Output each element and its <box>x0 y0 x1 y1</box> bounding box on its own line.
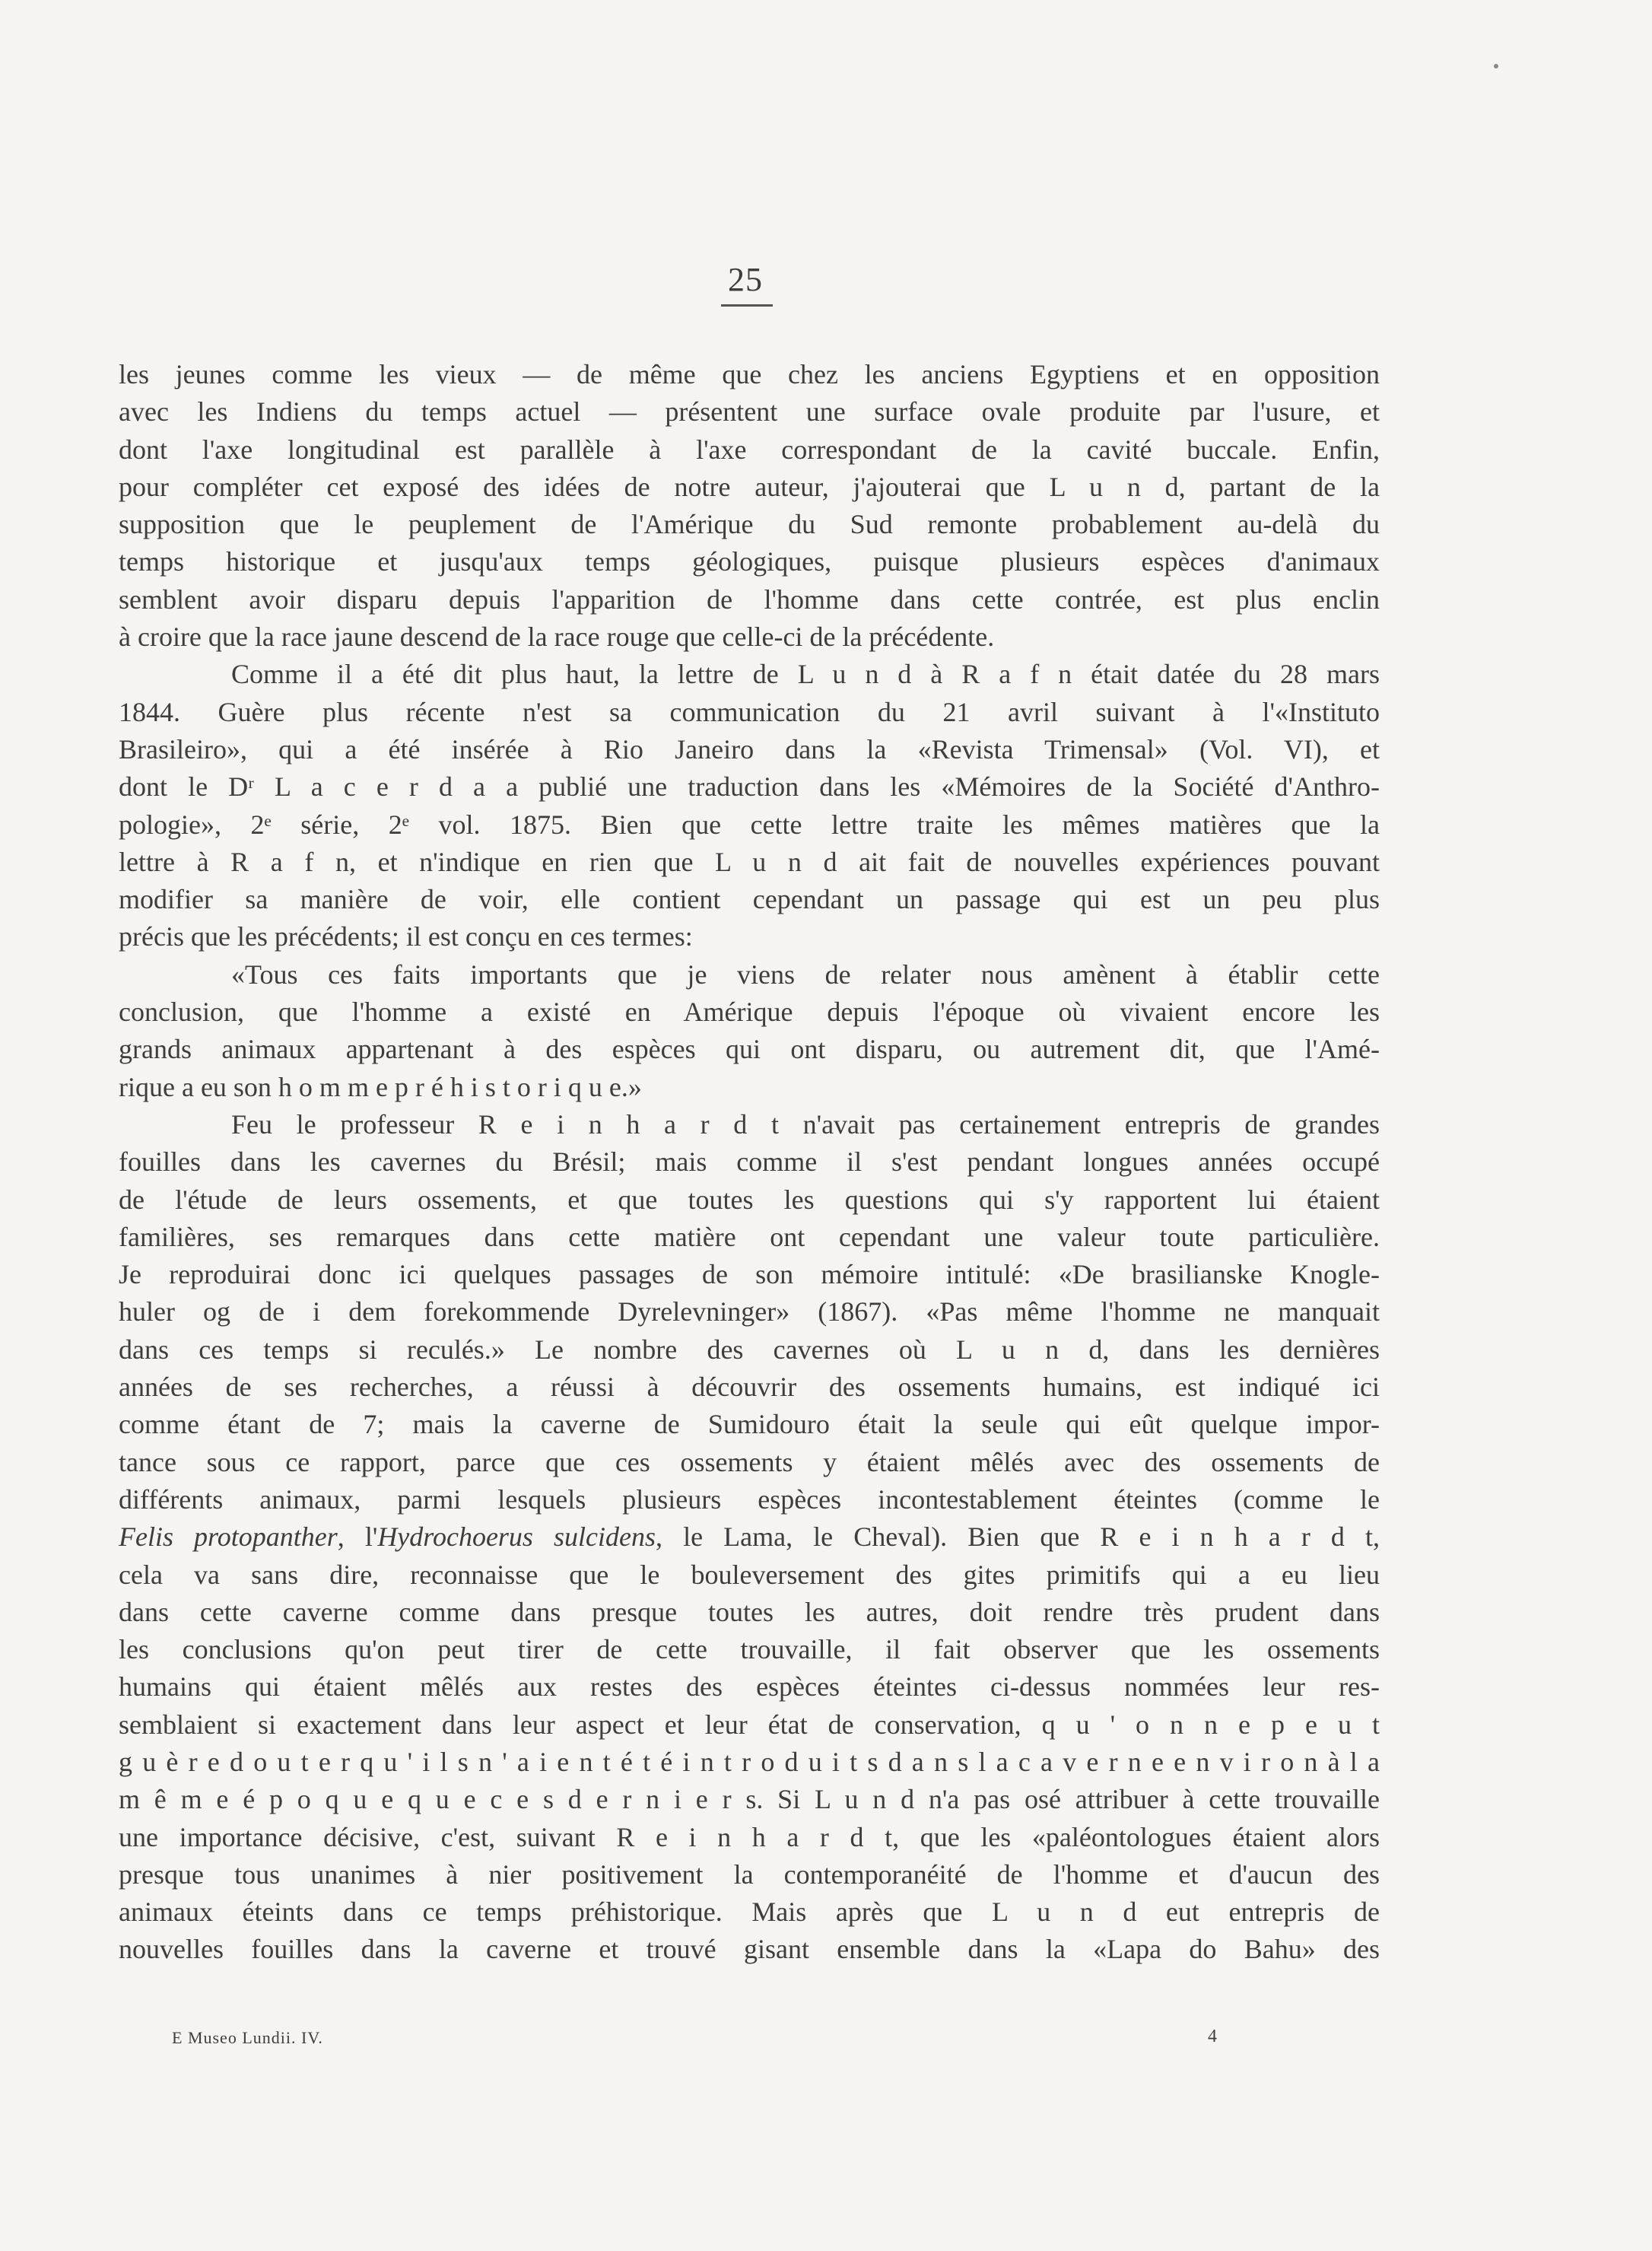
page-number: 25 <box>728 261 763 298</box>
text-line: familières, ses remarques dans cette matière ont cependant une valeur toute particulière. <box>119 1221 1380 1252</box>
text-line: pour compléter cet exposé des idées de notre auteur, j'ajouterai que L u n d, partant de la <box>119 471 1380 502</box>
text-line: Felis protopanther, l'Hydrochoerus sulcidens, le Lama, le Cheval). Bien que R e i n h a r d t, <box>119 1521 1380 1553</box>
text-line: humains qui étaient mêlés aux restes des espèces éteintes ci-dessus nommées leur res- <box>119 1671 1380 1703</box>
text-line: à croire que la race jaune descend de la race rouge que celle-ci de la précédente. <box>119 622 995 653</box>
text-line: comme étant de 7; mais la caverne de Sumidouro était la seule qui eût quelque impor- <box>119 1409 1380 1440</box>
text-line: dans ces temps si reculés.» Le nombre des cavernes où L u n d, dans les dernières <box>119 1334 1380 1365</box>
footer-sheet-mark: 4 <box>1208 2027 1217 2046</box>
text-line: dont l'axe longitudinal est parallèle à l'axe correspondant de la cavité buccale. Enfin, <box>119 434 1380 465</box>
text-line: huler og de i dem forekommende Dyrelevninger» (1867). «Pas même l'homme ne manquait <box>119 1296 1380 1327</box>
text-line: g u è r e d o u t e r q u ' i l s n ' a i e n t é t é i n t r o d u i t s d a n s l a c a v e r n e e n v i r o n à l a <box>119 1746 1380 1777</box>
text-line: différents animaux, parmi lesquels plusieurs espèces incontestablement éteintes (comme le <box>119 1483 1380 1515</box>
species-name: Hydrochoerus sulcidens <box>377 1521 656 1553</box>
text-line: presque tous unanimes à nier positivement la contemporanéité de l'homme et d'aucun des <box>119 1858 1380 1890</box>
text-line: années de ses recherches, a réussi à découvrir des ossements humains, est indiqué ici <box>119 1372 1380 1403</box>
text-line: m ê m e é p o q u e q u e c e s d e r n i e r s. Si L u n d n'a pas osé attribuer à cette trouvaille <box>119 1784 1380 1815</box>
text-line: de l'étude de leurs ossements, et que toutes les questions qui s'y rapportent lui étaient <box>119 1184 1380 1215</box>
ink-speck <box>1494 64 1498 68</box>
text-line: modifier sa manière de voir, elle contient cependant un passage qui est un peu plus <box>119 884 1380 915</box>
text-line: animaux éteints dans ce temps préhistorique. Mais après que L u n d eut entrepris de <box>119 1896 1380 1928</box>
text-line: nouvelles fouilles dans la caverne et trouvé gisant ensemble dans la «Lapa do Bahu» des <box>119 1934 1380 1965</box>
text-line: Comme il a été dit plus haut, la lettre de L u n d à R a f n était datée du 28 mars <box>231 659 1380 690</box>
text-line: temps historique et jusqu'aux temps géologiques, puisque plusieurs espèces d'animaux <box>119 546 1380 577</box>
text-line: semblaient si exactement dans leur aspect et leur état de conservation, q u ' o n n e p e u t <box>119 1709 1380 1740</box>
text-line: dont le Dʳ L a c e r d a a publié une traduction dans les «Mémoires de la Société d'Anthro- <box>119 771 1380 803</box>
text-line: Feu le professeur R e i n h a r d t n'avait pas certainement entrepris de grandes <box>231 1108 1380 1140</box>
body-text <box>119 356 1380 1969</box>
text-line: semblent avoir disparu depuis l'apparition de l'homme dans cette contrée, est plus enclin <box>119 583 1380 615</box>
text-line: 1844. Guère plus récente n'est sa communication du 21 avril suivant à l'«Instituto <box>119 696 1380 727</box>
text-line: les conclusions qu'on peut tirer de cette trouvaille, il fait observer que les ossements <box>119 1634 1380 1665</box>
text-line: tance sous ce rapport, parce que ces ossements y étaient mêlés avec des ossements de <box>119 1446 1380 1477</box>
text-line: cela va sans dire, reconnaisse que le bouleversement des gites primitifs qui a eu lieu <box>119 1559 1380 1590</box>
text-line: Je reproduirai donc ici quelques passages de son mémoire intitulé: «De brasilianske Knogle- <box>119 1259 1380 1290</box>
text-line: grands animaux appartenant à des espèces qui ont disparu, ou autrement dit, que l'Amé- <box>119 1034 1380 1065</box>
text-line: dans cette caverne comme dans presque toutes les autres, doit rendre très prudent dans <box>119 1596 1380 1627</box>
text-line: lettre à R a f n, et n'indique en rien que L u n d ait fait de nouvelles expériences pouvant <box>119 846 1380 877</box>
text-line: avec les Indiens du temps actuel — présentent une surface ovale produite par l'usure, et <box>119 396 1380 428</box>
text-line: Brasileiro», qui a été insérée à Rio Janeiro dans la «Revista Trimensal» (Vol. VI), et <box>119 733 1380 765</box>
text-line: fouilles dans les cavernes du Brésil; mais comme il s'est pendant longues années occupé <box>119 1146 1380 1178</box>
page-number-underline <box>721 304 773 307</box>
species-name: Felis protopanther <box>119 1521 338 1553</box>
text-line: conclusion, que l'homme a existé en Amérique depuis l'époque où vivaient encore les <box>119 997 1380 1028</box>
text-line: une importance décisive, c'est, suivant R e i n h a r d t, que les «paléontologues étaient alors <box>119 1821 1380 1852</box>
text-line: rique a eu son h o m m e p r é h i s t o r i q u e.» <box>119 1071 642 1102</box>
text-line: les jeunes comme les vieux — de même que chez les anciens Egyptiens et en opposition <box>119 359 1380 389</box>
text-line: pologie», 2ᵉ série, 2ᵉ vol. 1875. Bien que cette lettre traite les mêmes matières que la <box>119 809 1380 840</box>
footer-signature: E Museo Lundii. IV. <box>172 2028 323 2047</box>
text-line: supposition que le peuplement de l'Amérique du Sud remonte probablement au-delà du <box>119 509 1380 540</box>
text-line: «Tous ces faits importants que je viens de relater nous amènent à établir cette <box>231 959 1380 990</box>
text-line: précis que les précédents; il est conçu en ces termes: <box>119 921 693 952</box>
